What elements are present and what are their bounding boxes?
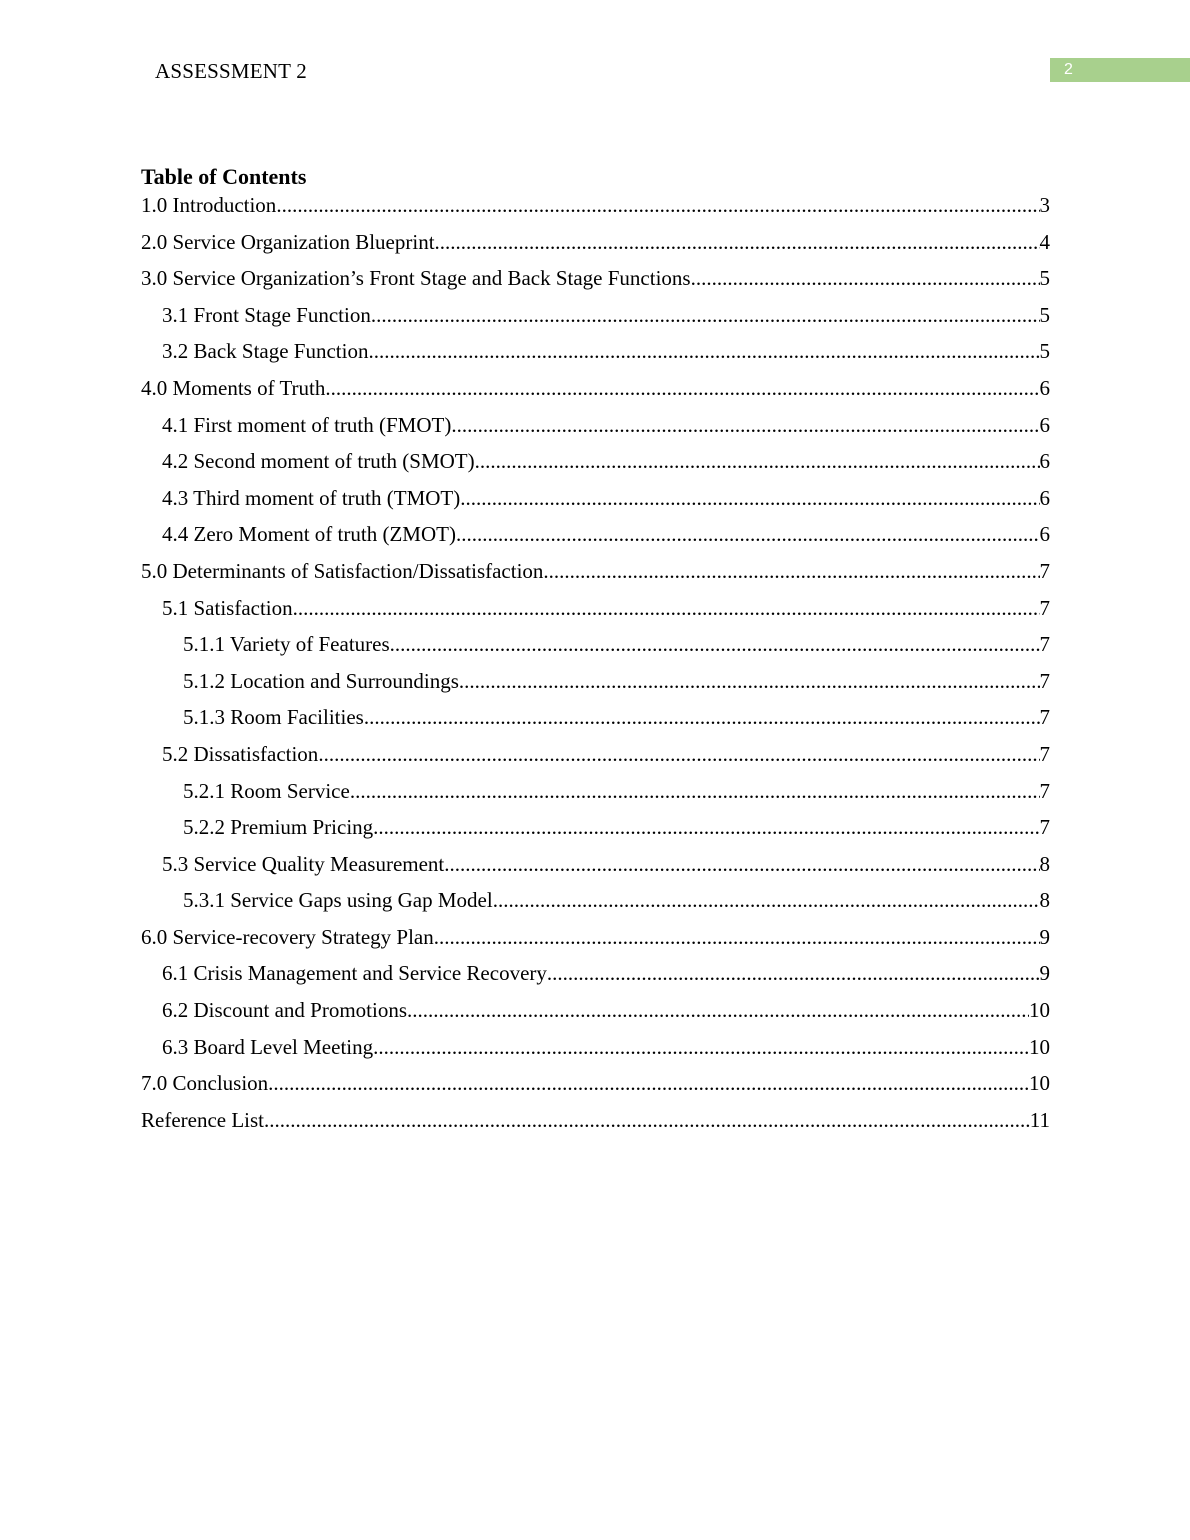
toc-entry[interactable] [141, 813, 1050, 850]
toc-entry[interactable] [141, 191, 1050, 228]
toc-entry[interactable] [141, 557, 1050, 594]
toc-entry[interactable] [141, 1069, 1050, 1106]
toc-entry[interactable] [141, 923, 1050, 960]
toc-entry-page-number: 10 [1029, 1071, 1050, 1096]
toc-heading: Table of Contents [141, 164, 307, 189]
toc-dot-leader [547, 959, 1040, 987]
toc-entry-page-number: 7 [1039, 705, 1050, 730]
toc-entry-page-number: 6 [1039, 485, 1050, 510]
toc-entry-page-number: 6 [1039, 375, 1050, 400]
toc-dot-leader [264, 1106, 1030, 1134]
toc-entry-label: 3.2 Back Stage Function [162, 339, 369, 364]
toc-entry[interactable] [141, 411, 1050, 448]
toc-entry-page-number: 5 [1039, 339, 1050, 364]
toc-entry-label: 4.2 Second moment of truth (SMOT) [162, 449, 475, 474]
toc-entry[interactable] [141, 996, 1050, 1033]
toc-entry[interactable] [141, 337, 1050, 374]
toc-entry[interactable] [141, 850, 1050, 887]
toc-entry-page-number: 6 [1039, 449, 1050, 474]
toc-entry-page-number: 9 [1039, 961, 1050, 986]
toc-entry[interactable] [141, 301, 1050, 338]
toc-entry[interactable] [141, 703, 1050, 740]
toc-entry[interactable] [141, 740, 1050, 777]
toc-entry-label: 3.1 Front Stage Function [162, 302, 371, 327]
toc-entry-page-number: 4 [1039, 229, 1050, 254]
toc-entry-label: 3.0 Service Organization’s Front Stage and Back Stage Functions [141, 266, 691, 291]
toc-dot-leader [371, 301, 1040, 329]
toc-entry-list [141, 191, 1050, 1142]
toc-entry-page-number: 5 [1039, 266, 1050, 291]
toc-entry-label: 5.3 Service Quality Measurement [162, 851, 445, 876]
toc-dot-leader [407, 996, 1029, 1024]
toc-entry-page-number: 10 [1029, 1034, 1050, 1059]
toc-entry-label: 5.2.2 Premium Pricing [183, 815, 374, 840]
toc-dot-leader [493, 886, 1040, 914]
toc-entry-page-number: 7 [1039, 595, 1050, 620]
toc-entry-label: 5.0 Determinants of Satisfaction/Dissatisfaction [141, 558, 544, 583]
toc-dot-leader [293, 594, 1040, 622]
toc-dot-leader [435, 228, 1040, 256]
toc-entry-label: 2.0 Service Organization Blueprint [141, 229, 435, 254]
toc-entry-page-number: 7 [1039, 741, 1050, 766]
running-header-title: ASSESSMENT 2 [155, 59, 307, 83]
toc-entry-label: 4.1 First moment of truth (FMOT) [162, 412, 452, 437]
toc-entry[interactable] [141, 447, 1050, 484]
toc-dot-leader [460, 484, 1039, 512]
toc-dot-leader [350, 777, 1040, 805]
toc-entry-label: 6.2 Discount and Promotions [162, 998, 407, 1023]
toc-entry-page-number: 7 [1039, 558, 1050, 583]
toc-entry-label: Reference List [141, 1107, 265, 1132]
toc-dot-leader [373, 813, 1039, 841]
toc-entry-page-number: 6 [1039, 412, 1050, 437]
toc-entry-label: 5.1.1 Variety of Features [183, 632, 390, 657]
toc-dot-leader [364, 703, 1040, 731]
toc-entry-label: 4.4 Zero Moment of truth (ZMOT) [162, 522, 456, 547]
toc-entry-label: 4.0 Moments of Truth [141, 375, 326, 400]
toc-dot-leader [368, 337, 1039, 365]
toc-dot-leader [318, 740, 1039, 768]
toc-dot-leader [325, 374, 1039, 402]
toc-dot-leader [276, 191, 1039, 219]
toc-entry-page-number: 7 [1039, 632, 1050, 657]
toc-dot-leader [444, 850, 1039, 878]
toc-dot-leader [543, 557, 1039, 585]
toc-entry-label: 5.1.2 Location and Surroundings [183, 668, 459, 693]
toc-dot-leader [475, 447, 1040, 475]
toc-entry[interactable] [141, 484, 1050, 521]
toc-entry[interactable] [141, 959, 1050, 996]
toc-entry-label: 5.2 Dissatisfaction [162, 741, 319, 766]
toc-entry-page-number: 7 [1039, 668, 1050, 693]
toc-entry[interactable] [141, 520, 1050, 557]
toc-dot-leader [691, 264, 1040, 292]
toc-dot-leader [456, 520, 1040, 548]
toc-entry-page-number: 7 [1039, 778, 1050, 803]
toc-dot-leader [451, 411, 1039, 439]
toc-entry-page-number: 8 [1039, 888, 1050, 913]
table-of-contents [141, 163, 1050, 1142]
toc-entry[interactable] [141, 1033, 1050, 1070]
toc-entry[interactable] [141, 594, 1050, 631]
page-number-badge: 2 [1050, 58, 1190, 82]
toc-dot-leader [268, 1069, 1029, 1097]
toc-entry-page-number: 9 [1039, 924, 1050, 949]
toc-entry-page-number: 8 [1039, 851, 1050, 876]
toc-entry-label: 5.2.1 Room Service [183, 778, 350, 803]
toc-entry-label: 4.3 Third moment of truth (TMOT) [162, 485, 461, 510]
toc-entry[interactable] [141, 228, 1050, 265]
toc-entry[interactable] [141, 264, 1050, 301]
toc-entry[interactable] [141, 1106, 1050, 1143]
toc-entry[interactable] [141, 630, 1050, 667]
toc-entry-page-number: 3 [1039, 193, 1050, 217]
toc-dot-leader [373, 1033, 1029, 1061]
toc-dot-leader [390, 630, 1040, 658]
toc-entry-label: 6.3 Board Level Meeting [162, 1034, 374, 1059]
toc-entry-label: 5.1 Satisfaction [162, 595, 293, 620]
toc-entry-page-number: 5 [1039, 302, 1050, 327]
toc-dot-leader [434, 923, 1040, 951]
toc-entry-label: 5.3.1 Service Gaps using Gap Model [183, 888, 493, 913]
toc-entry-label: 6.0 Service-recovery Strategy Plan [141, 924, 434, 949]
toc-entry-page-number: 7 [1039, 815, 1050, 840]
toc-entry-page-number: 6 [1039, 522, 1050, 547]
toc-entry-label: 5.1.3 Room Facilities [183, 705, 364, 730]
toc-dot-leader [459, 667, 1040, 695]
toc-entry-label: 7.0 Conclusion [141, 1071, 269, 1096]
toc-entry-page-number: 10 [1029, 998, 1050, 1023]
toc-entry[interactable] [141, 886, 1050, 923]
toc-entry-page-number: 11 [1029, 1107, 1050, 1132]
toc-entry-label: 1.0 Introduction [141, 193, 277, 217]
toc-entry[interactable] [141, 777, 1050, 814]
toc-entry[interactable] [141, 667, 1050, 704]
toc-entry[interactable] [141, 374, 1050, 411]
toc-entry-label: 6.1 Crisis Management and Service Recovery [162, 961, 547, 986]
